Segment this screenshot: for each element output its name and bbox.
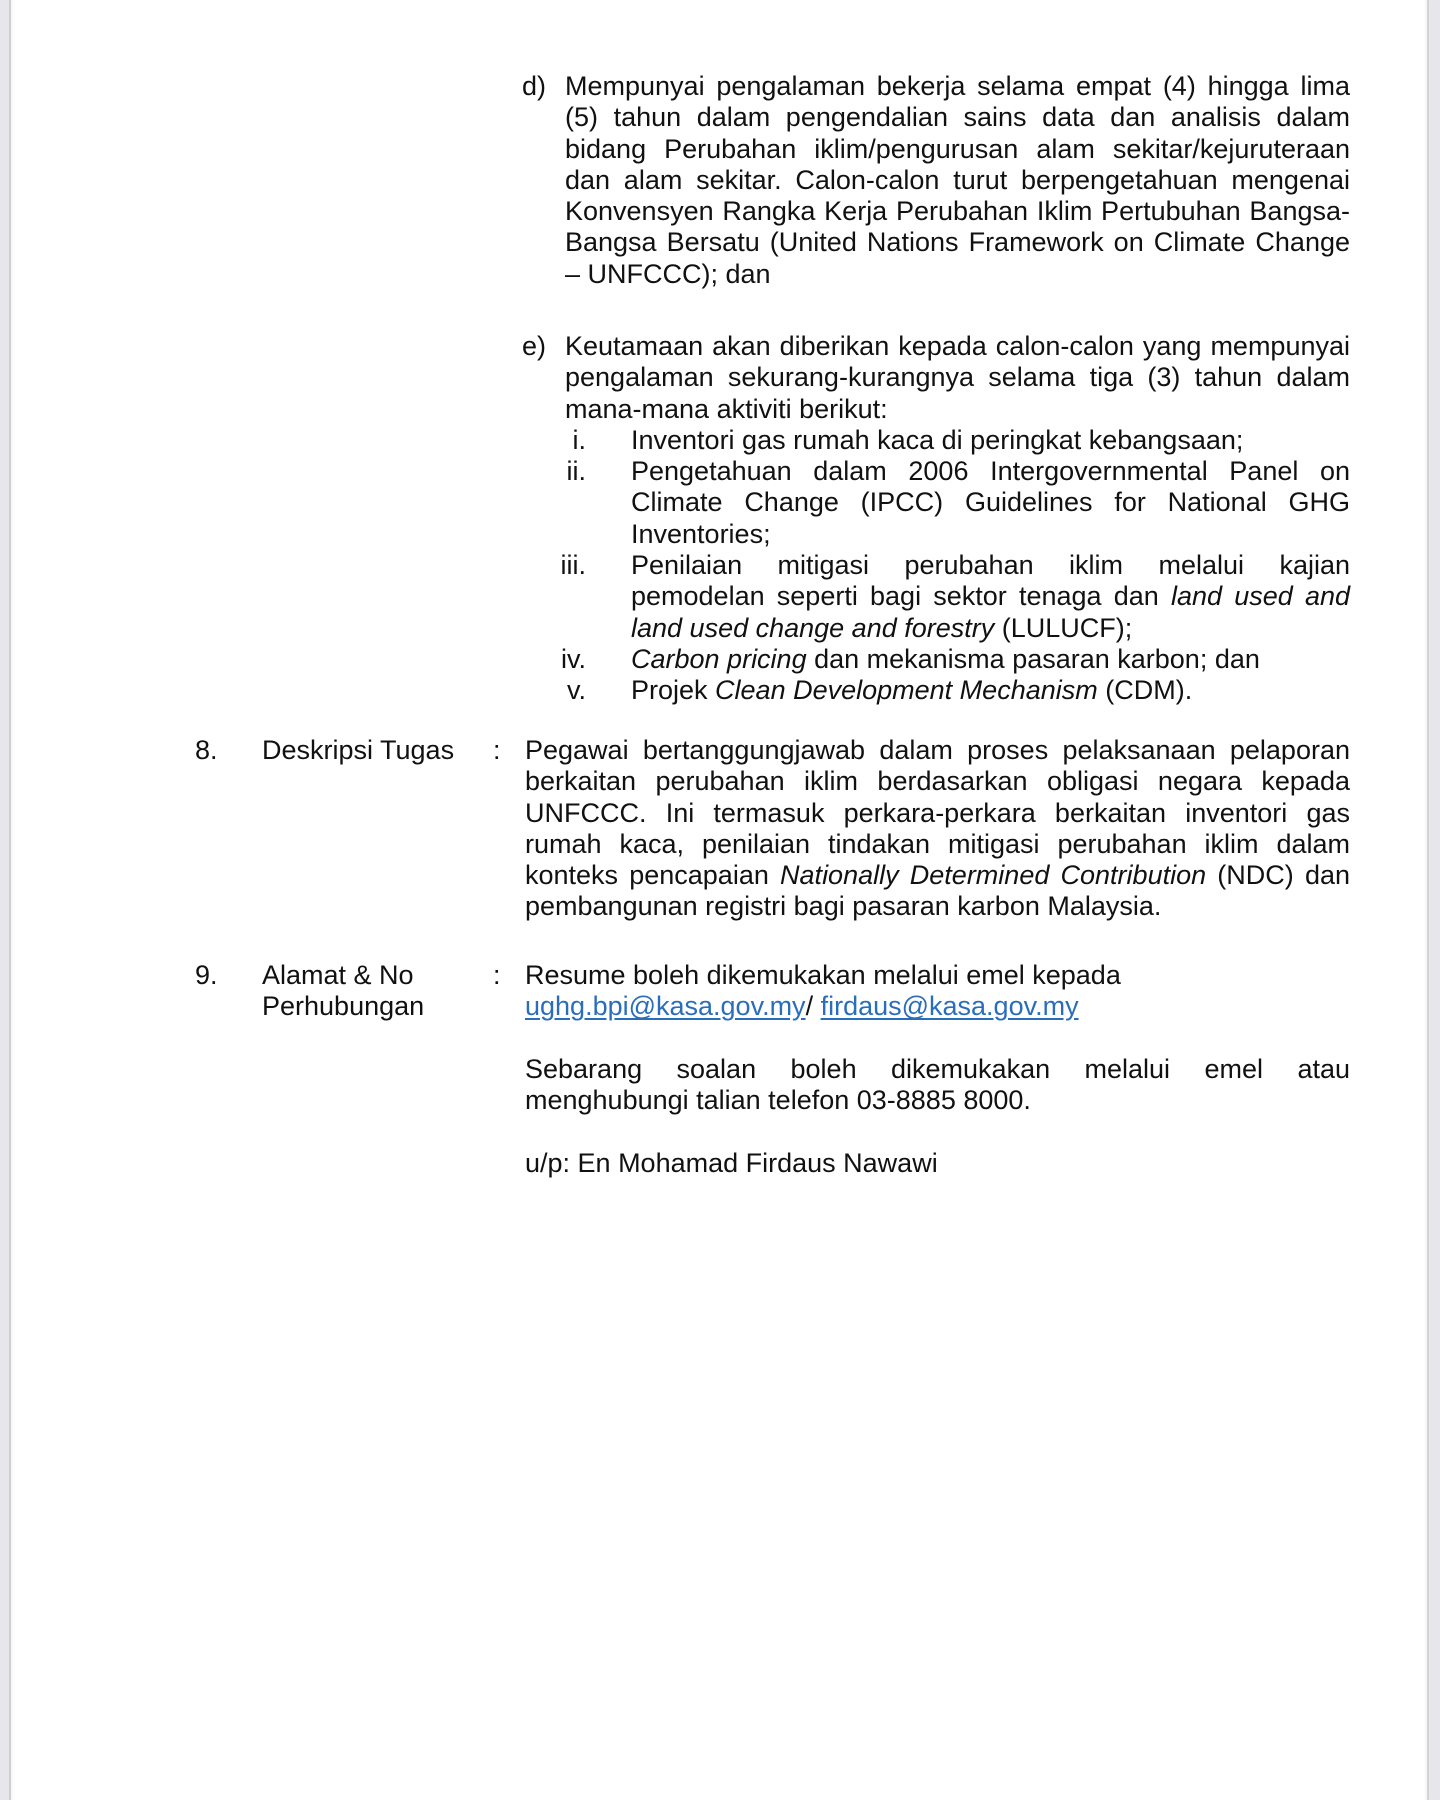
sublist-number: i.: [572, 424, 586, 455]
sublist-number: ii.: [566, 456, 586, 487]
sublist-item: [566, 456, 1350, 550]
sublist-item: [572, 424, 1350, 456]
text-part: Pegawai bertanggungjawab dalam proses pelaksanaan pelaporan berkaitan perubahan iklim berdasarkan obligasi negara kepada UNFCCC. Ini termasuk perkara-perkara berkaitan inventori gas rumah kaca, penilaian tindakan mitigasi perubahan iklim dalam konteks pencapaian: [525, 735, 1350, 891]
sublist-text: [631, 644, 1350, 675]
section-label-line: Alamat & No: [262, 960, 414, 990]
email-links: [525, 991, 1350, 1022]
viewer-frame-right: [1427, 0, 1440, 1800]
sublist-number: iii.: [560, 550, 586, 581]
sublist-text-part: (CDM).: [1097, 675, 1193, 706]
email-link-ughg[interactable]: ughg.bpi@kasa.gov.my: [525, 991, 806, 1022]
requirement-item-e: [522, 331, 1350, 707]
paragraph-gap: [525, 1116, 1350, 1147]
sublist-text: [631, 425, 1350, 456]
section-number: 9.: [195, 960, 218, 990]
email-separator: /: [805, 991, 821, 1022]
sublist-text-part: dan mekanisma pasaran karbon; dan: [806, 643, 1260, 674]
sublist-text: [631, 456, 1350, 550]
sublist-text-part: Inventori gas rumah kaca di peringkat kebangsaan;: [631, 424, 1244, 455]
sublist-text-italic: Carbon pricing: [631, 643, 807, 674]
item-e-text: Keutamaan akan diberikan kepada calon-calon yang mempunyai pengalaman sekurang-kurangnya selama tiga (3) tahun dalam mana-mana aktiviti berikut:: [565, 331, 1350, 424]
sublist-item: [560, 550, 1350, 644]
sublist-item: [561, 643, 1350, 675]
sublist-text-part: Projek: [631, 675, 716, 706]
section-9-contact: [11, 960, 1427, 1179]
preference-sublist: [560, 424, 1350, 707]
requirement-item-d: [522, 71, 1350, 290]
section-separator: :: [493, 735, 501, 765]
document-page: [11, 0, 1427, 1800]
sublist-text-part: Penilaian mitigasi perubahan iklim melalui kajian pemodelan seperti bagi sektor tenaga dan: [631, 550, 1350, 612]
item-marker-e: e): [522, 331, 547, 361]
paragraph-gap: [525, 1023, 1350, 1054]
sublist-text: [631, 550, 1350, 644]
sublist-item: [567, 675, 1350, 706]
sublist-text: [631, 675, 1350, 706]
section-label: [262, 960, 424, 1023]
section-9-content: [525, 960, 1350, 1179]
item-marker-d: d): [522, 71, 547, 101]
enquiry-text: Sebarang soalan boleh dikemukakan melalui emel atau menghubungi talian telefon 03-8885 8000.: [525, 1053, 1350, 1116]
item-d-text: Mempunyai pengalaman bekerja selama empat (4) hingga lima (5) tahun dalam pengendalian sains data dan analisis dalam bidang Perubahan iklim/pengurusan alam sekitar/kejuruteraan dan alam sekitar. Calon-calon turut berpengetahuan mengenai Konvensyen Rangka Kerja Perubahan Iklim Pertubuhan Bangsa-Bangsa Bersatu (United Nations Framework on Climate Change – UNFCCC); dan: [565, 71, 1350, 289]
sublist-number: v.: [567, 675, 586, 706]
sublist-text-part: Pengetahuan dalam 2006 Intergovernmental Panel on Climate Change (IPCC) Guidelines for National GHG Inventories;: [631, 456, 1350, 549]
resume-instruction: Resume boleh dikemukakan melalui emel kepada: [525, 960, 1121, 990]
text-italic: Nationally Determined Contribution: [780, 860, 1207, 891]
section-separator: :: [493, 960, 501, 990]
sublist-text-italic: Clean Development Mechanism: [715, 675, 1098, 706]
viewer-frame-left: [0, 0, 11, 1800]
section-label-line: Perhubungan: [262, 991, 425, 1022]
attention-line: u/p: En Mohamad Firdaus Nawawi: [525, 1147, 938, 1178]
text-part: (NDC) dan pembangunan registri bagi pasaran karbon Malaysia.: [525, 860, 1351, 922]
section-number: 8.: [195, 735, 218, 765]
sublist-text-italic: land used and land used change and forestry: [631, 581, 1350, 643]
section-8-job-description: [11, 735, 1427, 923]
email-link-firdaus[interactable]: firdaus@kasa.gov.my: [820, 991, 1079, 1022]
section-8-text: [525, 735, 1350, 923]
sublist-number: iv.: [561, 643, 586, 674]
sublist-text-part: (LULUCF);: [994, 612, 1133, 643]
section-label: Deskripsi Tugas: [262, 735, 455, 765]
